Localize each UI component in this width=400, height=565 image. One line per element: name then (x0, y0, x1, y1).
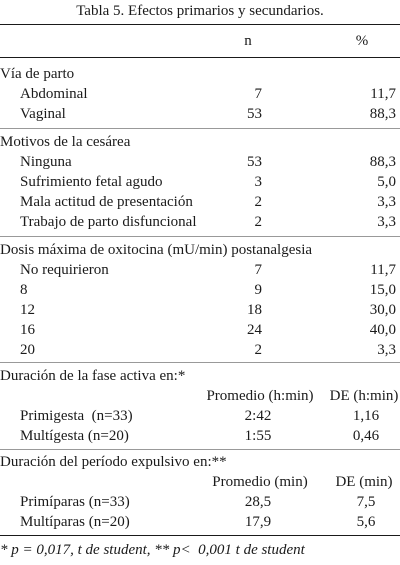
bottom-rule (0, 535, 400, 536)
table-row (0, 104, 400, 124)
row-percent: 3,3 (377, 214, 396, 230)
row-label: Primíparas (n=33) (20, 494, 130, 510)
column-header-sd: DE (h:min) (329, 388, 399, 404)
row-n: 18 (247, 302, 262, 318)
section-rule (0, 362, 400, 363)
row-percent: 30,0 (369, 302, 396, 318)
column-header-sd: DE (min) (335, 474, 393, 490)
footnote: * p = 0,017, t de student, ** p< 0,001 t de student (0, 542, 305, 558)
section-heading (0, 64, 400, 84)
row-n: 53 (247, 154, 262, 170)
section-label: Dosis máxima de oxitocina (mU/min) postanalgesia (0, 242, 313, 258)
row-average: 17,9 (244, 514, 272, 530)
row-average: 1:55 (244, 428, 272, 444)
row-percent: 15,0 (369, 282, 396, 298)
row-percent: 88,3 (369, 106, 396, 122)
row-label: 16 (20, 322, 35, 338)
row-n: 9 (254, 282, 262, 298)
row-n: 53 (247, 106, 262, 122)
row-label: 8 (20, 282, 28, 298)
row-n: 3 (254, 174, 262, 190)
section-heading (0, 240, 400, 260)
column-header-n: n (244, 33, 252, 49)
row-percent: 3,3 (377, 342, 396, 358)
column-header-percent: % (355, 33, 369, 49)
row-label: Vaginal (20, 106, 66, 122)
subheader-row (0, 386, 400, 406)
row-n: 2 (254, 342, 262, 358)
row-label: Trabajo de parto disfuncional (20, 214, 197, 230)
row-label: No requirieron (20, 262, 109, 278)
section-rule (0, 449, 400, 450)
row-percent: 40,0 (369, 322, 396, 338)
table-row (0, 320, 400, 340)
section-label: Duración de la fase activa en:* (0, 368, 186, 384)
row-label: 20 (20, 342, 35, 358)
row-percent: 11,7 (370, 86, 396, 102)
section-heading (0, 452, 400, 472)
table-row (0, 172, 400, 192)
section-label: Duración del período expulsivo en:** (0, 454, 227, 470)
row-n: 7 (254, 262, 262, 278)
row-sd: 7,5 (356, 494, 376, 510)
row-label: Primigesta (n=33) (20, 408, 133, 424)
row-n: 24 (247, 322, 262, 338)
column-header-average: Promedio (min) (212, 474, 308, 490)
row-n: 7 (254, 86, 262, 102)
column-header-average: Promedio (h:min) (206, 388, 314, 404)
row-average: 28,5 (244, 494, 272, 510)
row-percent: 5,0 (377, 174, 396, 190)
row-sd: 5,6 (356, 514, 376, 530)
row-percent: 3,3 (377, 194, 396, 210)
section-label: Vía de parto (0, 66, 75, 82)
row-percent: 11,7 (370, 262, 396, 278)
row-label: 12 (20, 302, 35, 318)
section-heading (0, 366, 400, 386)
table-row (0, 260, 400, 280)
table-row (0, 426, 400, 446)
table-row (0, 492, 400, 512)
row-n: 2 (254, 194, 262, 210)
table-row (0, 406, 400, 426)
row-n: 2 (254, 214, 262, 230)
subheader-row (0, 472, 400, 492)
column-header-row (0, 31, 400, 51)
table-row (0, 192, 400, 212)
header-rule (0, 57, 400, 58)
table-title: Tabla 5. Efectos primarios y secundarios. (76, 3, 324, 19)
top-rule (0, 24, 400, 25)
row-average: 2:42 (244, 408, 272, 424)
row-percent: 88,3 (369, 154, 396, 170)
row-label: Multígesta (n=20) (20, 428, 129, 444)
table-row (0, 512, 400, 532)
table-row (0, 212, 400, 232)
row-sd: 0,46 (352, 428, 380, 444)
table-row (0, 84, 400, 104)
row-label: Multíparas (n=20) (20, 514, 130, 530)
section-heading (0, 132, 400, 152)
table-row (0, 300, 400, 320)
row-label: Abdominal (20, 86, 88, 102)
table-row (0, 340, 400, 360)
section-label: Motivos de la cesárea (0, 134, 131, 150)
row-label: Mala actitud de presentación (20, 194, 193, 210)
row-label: Sufrimiento fetal agudo (20, 174, 163, 190)
row-sd: 1,16 (352, 408, 380, 424)
table-row (0, 280, 400, 300)
section-rule (0, 128, 400, 129)
section-rule (0, 236, 400, 237)
table-row (0, 152, 400, 172)
row-label: Ninguna (20, 154, 72, 170)
